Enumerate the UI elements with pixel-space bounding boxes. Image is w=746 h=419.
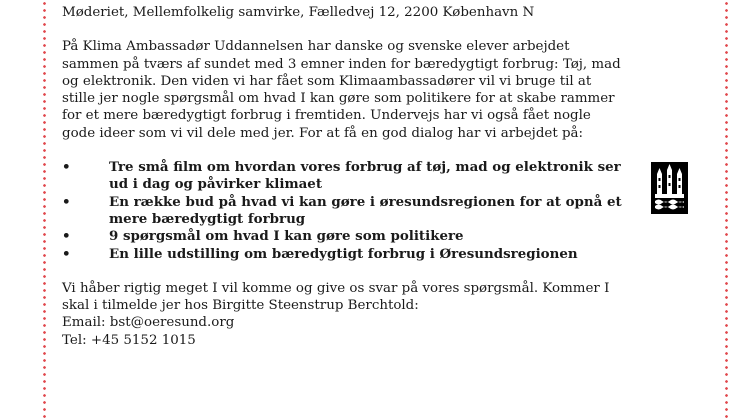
- list-item: [62, 246, 622, 263]
- bullet-dot: •: [62, 245, 71, 262]
- list-item-text: En lille udstilling om bæredygtigt forbrug i Øresundsregionen: [109, 245, 578, 262]
- left-dotted-border: [43, 0, 46, 419]
- contact-block: [62, 280, 622, 349]
- list-item: [62, 159, 622, 194]
- list-item-text: En række bud på hvad vi kan gøre i øresundsregionen for at opnå et mere bæredygtigt forbrug: [109, 193, 622, 227]
- list-item: [62, 194, 622, 229]
- bullet-dot: •: [62, 193, 71, 210]
- bullet-dot: •: [62, 228, 71, 245]
- list-item-text: 9 spørgsmål om hvad I kan gøre som politikere: [109, 228, 464, 245]
- intro-paragraph: På Klima Ambassadør Uddannelsen har danske og svenske elever arbejdet sammen på tværs af sundet med 3 emner inden for bæredygtigt forbrug: Tøj, mad og elektronik. Den viden vi har fået som Klimaambassadører vil vi bruge til at stille jer nogle spørgsmål om hvad I kan gøre som politikere for at skabe rammer for et mere bæredygtigt forbrug i fremtiden. Undervejs har vi også fået nogle gode ideer som vi vil dele med jer. For at få en god dialog har vi arbejdet på:: [62, 39, 621, 141]
- venue-address: Møderiet, Mellemfolkelig samvirke, Fælledvej 12, 2200 København N: [62, 5, 535, 20]
- list-item: [62, 228, 622, 245]
- document-body: [62, 4, 622, 349]
- bullet-dot: •: [62, 159, 71, 176]
- bullet-list: [62, 159, 622, 263]
- closing-text: Vi håber rigtig meget I vil komme og give os svar på vores spørgsmål. Kommer I skal i tilmelde jer hos Birgitte Steenstrup Berchtold:: [62, 280, 610, 314]
- list-item-text: Tre små film om hvordan vores forbrug af tøj, mad og elektronik ser ud i dag og påvirker klimaet: [109, 159, 621, 193]
- contact-email: Email: bst@oeresund.org: [62, 315, 235, 331]
- contact-phone: Tel: +45 5152 1015: [62, 332, 196, 348]
- right-dotted-border: [725, 0, 728, 419]
- city-logo-icon: [651, 162, 688, 214]
